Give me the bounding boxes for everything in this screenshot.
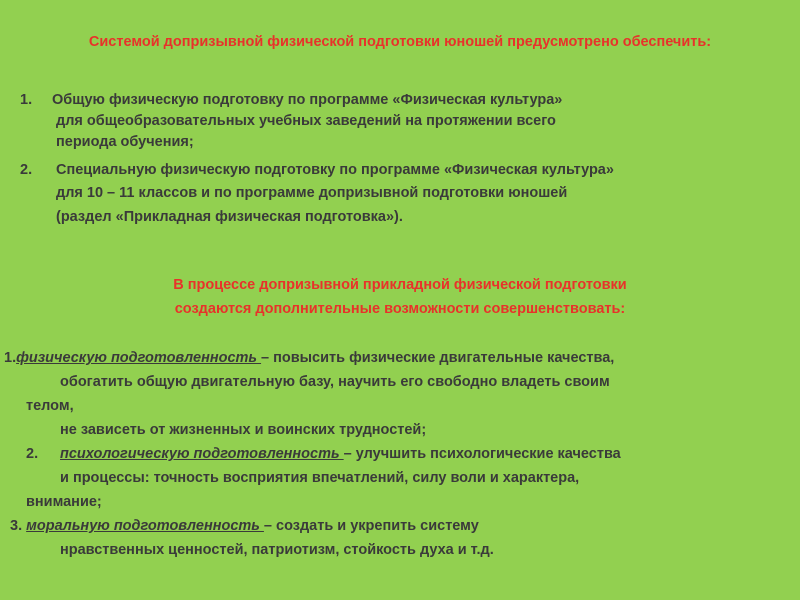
provision-1-number: 1. [20, 92, 33, 108]
provision-2-line-3: (раздел «Прикладная физическая подготовка»). [56, 209, 403, 225]
improvement-3-term: моральную подготовленность [26, 518, 264, 534]
improvement-3-line-1: нравственных ценностей, патриотизм, стойкость духа и т.д. [60, 542, 494, 558]
improvement-2-line-2: внимание; [26, 494, 102, 510]
provision-1-line-3: периода обучения; [56, 134, 194, 150]
process-heading-line-1: В процессе допризывной прикладной физической подготовки [173, 277, 627, 293]
intro-title: Системой допризывной физической подготовки юношей предусмотрено обеспечить: [88, 34, 712, 50]
provision-1-line-2: для общеобразовательных учебных заведений на протяжении всего [56, 113, 556, 129]
improvement-3-number: 3. [10, 518, 23, 534]
improvement-2-text: – улучшить психологические качества [343, 446, 621, 462]
improvement-1-term: физическую подготовленность [16, 350, 262, 366]
improvement-1-line-2: телом, [26, 398, 74, 414]
improvement-2-term: психологическую подготовленность [60, 446, 344, 462]
improvement-1-text: – повысить физические двигательные качества, [261, 350, 615, 366]
improvement-3 [10, 517, 479, 535]
improvement-1-line-3: не зависеть от жизненных и воинских трудностей; [60, 422, 427, 438]
improvement-1-number: 1. [4, 350, 17, 366]
improvement-1-line-1: обогатить общую двигательную базу, научить его свободно владеть своим [60, 374, 610, 390]
provision-1-line-1: Общую физическую подготовку по программе «Физическая культура» [52, 92, 563, 108]
provision-2-line-2: для 10 – 11 классов и по программе допризывной подготовки юношей [56, 185, 568, 201]
provision-2-line-1: Специальную физическую подготовку по программе «Физическая культура» [56, 162, 614, 178]
improvement-2 [60, 445, 621, 463]
improvement-3-text: – создать и укрепить систему [263, 518, 479, 534]
improvement-1 [4, 349, 614, 367]
improvement-2-line-1: и процессы: точность восприятия впечатлений, силу воли и характера, [60, 470, 580, 486]
provision-2-number: 2. [20, 162, 33, 178]
improvement-2-number: 2. [26, 446, 39, 462]
process-heading-line-2: создаются дополнительные возможности совершенствовать: [174, 301, 626, 317]
